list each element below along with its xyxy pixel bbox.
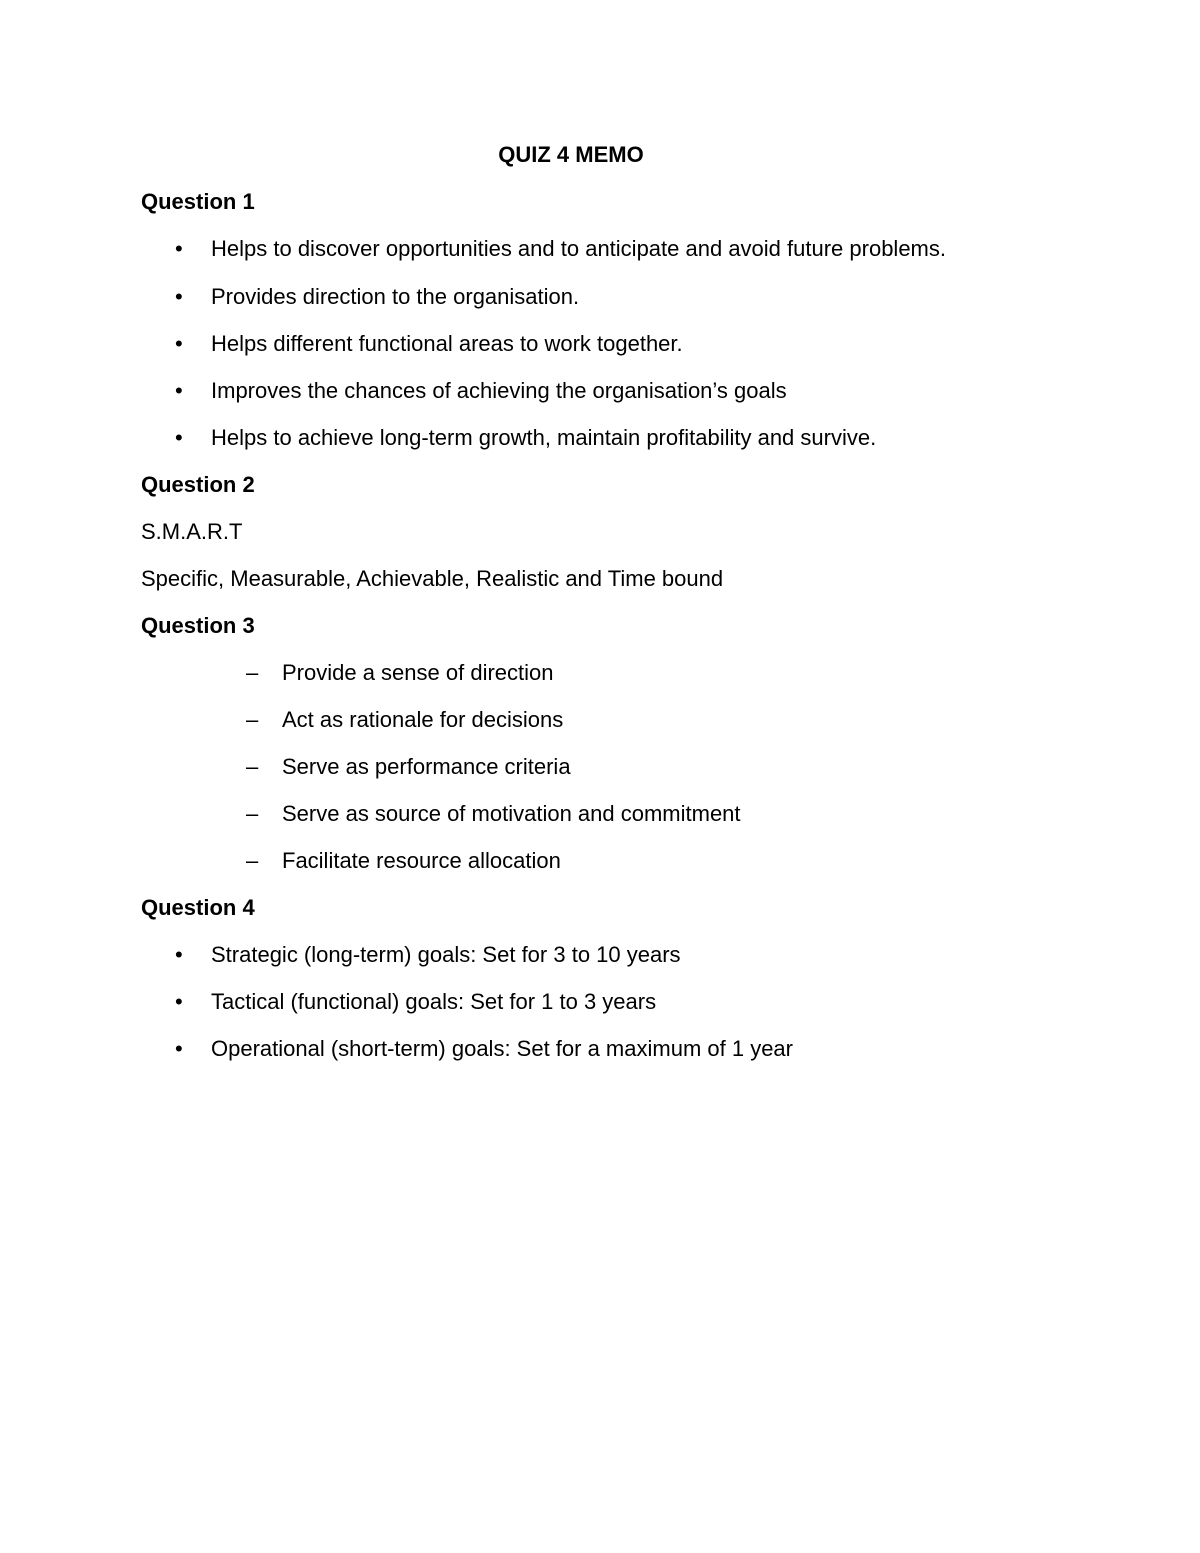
list-item-text: Tactical (functional) goals: Set for 1 to 3 years	[211, 989, 657, 1014]
bullet-mark: •	[175, 284, 183, 309]
dash-mark: –	[246, 801, 259, 826]
dash-mark: –	[246, 660, 259, 685]
bullet-mark: •	[175, 425, 183, 450]
list-item-text: Improves the chances of achieving the organisation’s goals	[211, 378, 787, 403]
question-2-heading: Question 2	[141, 472, 255, 497]
document-title: QUIZ 4 MEMO	[498, 142, 644, 167]
question-1-heading: Question 1	[141, 189, 255, 214]
question-4-heading: Question 4	[141, 895, 255, 920]
bullet-mark: •	[175, 942, 183, 967]
dash-mark: –	[246, 754, 259, 779]
question-3-heading: Question 3	[141, 613, 255, 638]
dash-mark: –	[246, 848, 259, 873]
list-item-text: Serve as performance criteria	[282, 754, 571, 779]
list-item-text: Helps different functional areas to work together.	[211, 331, 683, 356]
list-item-text: Provide a sense of direction	[282, 660, 554, 685]
bullet-mark: •	[175, 1036, 183, 1061]
list-item-text: Provides direction to the organisation.	[211, 284, 580, 309]
list-item-text: Facilitate resource allocation	[282, 848, 561, 873]
list-item-text: Helps to achieve long-term growth, maintain profitability and survive.	[211, 425, 877, 450]
smart-acronym: S.M.A.R.T	[141, 519, 243, 544]
bullet-mark: •	[175, 331, 183, 356]
list-item-text: Act as rationale for decisions	[282, 707, 564, 732]
smart-expansion: Specific, Measurable, Achievable, Realistic and Time bound	[141, 566, 724, 591]
bullet-mark: •	[175, 378, 183, 403]
bullet-mark: •	[175, 236, 183, 261]
bullet-mark: •	[175, 989, 183, 1014]
list-item-text: Operational (short-term) goals: Set for a maximum of 1 year	[211, 1036, 793, 1061]
dash-mark: –	[246, 707, 259, 732]
list-item-text: Serve as source of motivation and commitment	[282, 801, 741, 826]
list-item-text: Strategic (long-term) goals: Set for 3 to 10 years	[211, 942, 681, 967]
list-item-text: Helps to discover opportunities and to anticipate and avoid future problems.	[211, 236, 946, 261]
